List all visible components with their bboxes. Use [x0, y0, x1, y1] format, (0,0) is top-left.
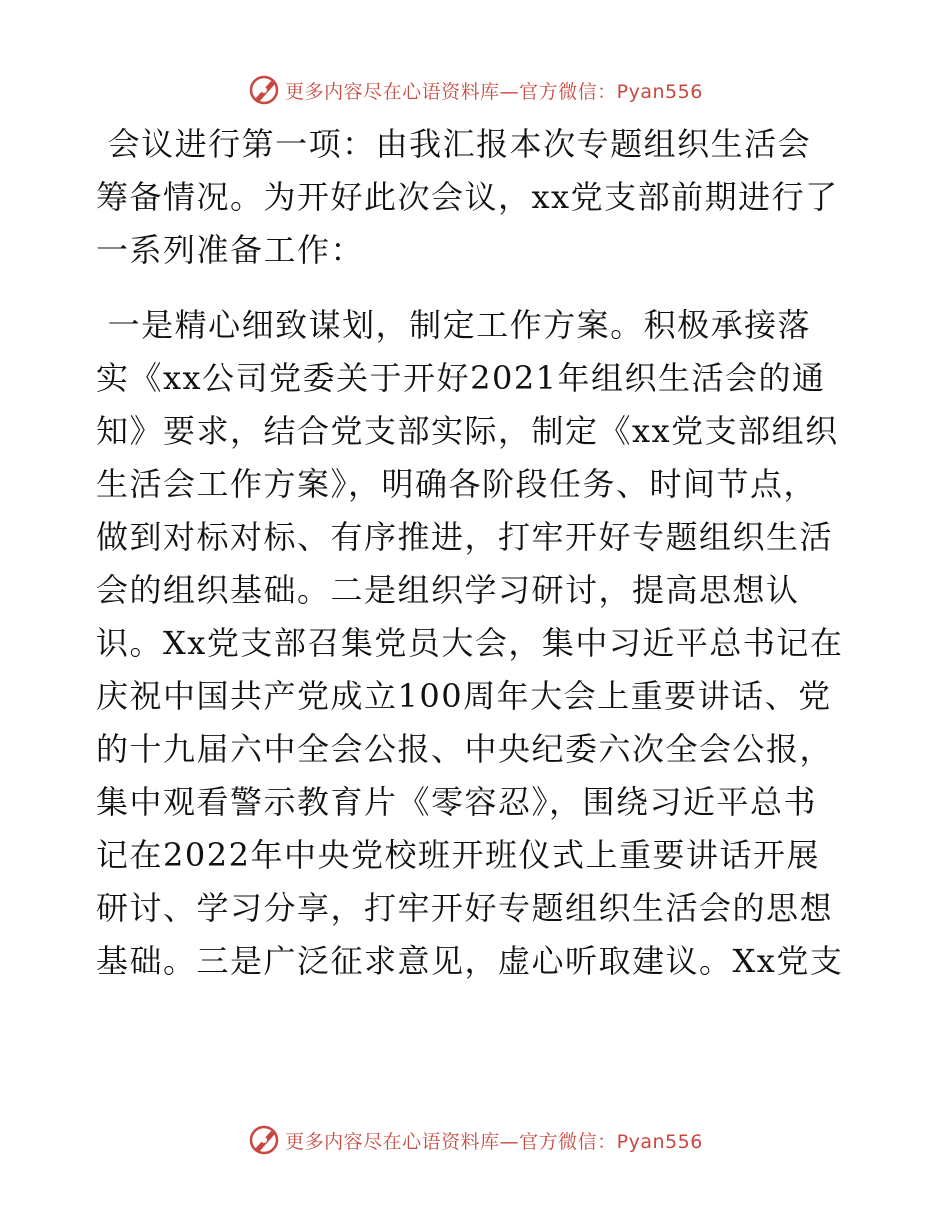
paragraph-preparation-work: [96, 299, 866, 988]
footer-watermark: [0, 1120, 950, 1160]
text-line: 知》要求，结合党支部实际，制定《xx党支部组织: [96, 412, 839, 450]
text-line: 会议进行第一项：由我汇报本次专题组织生活会: [96, 125, 812, 163]
header-watermark: [0, 70, 950, 110]
text-line: 一是精心细致谋划，制定工作方案。积极承接落: [96, 306, 812, 344]
text-line: 研讨、学习分享，打牢开好专题组织生活会的思想: [96, 889, 834, 927]
text-line: 会的组织基础。二是组织学习研讨，提高思想认: [96, 571, 800, 609]
text-line: 庆祝中国共产党成立100周年大会上重要讲话、党: [96, 677, 832, 715]
text-line: 做到对标对标、有序推进，打牢开好专题组织生活: [96, 518, 834, 556]
pen-circle-logo-icon: [247, 73, 281, 107]
text-line: 记在2022年中央党校班开班仪式上重要讲话开展: [96, 836, 820, 874]
text-line: 识。Xx党支部召集党员大会，集中习近平总书记在: [96, 624, 844, 662]
pen-circle-logo-icon: [247, 1123, 281, 1157]
document-body: [96, 118, 866, 988]
text-line: 筹备情况。为开好此次会议，xx党支部前期进行了: [96, 178, 839, 216]
watermark-text: 更多内容尽在心语资料库—官方微信：Pyan556: [285, 80, 703, 103]
watermark-text: 更多内容尽在心语资料库—官方微信：Pyan556: [285, 1130, 703, 1153]
text-line: 集中观看警示教育片《零容忍》，围绕习近平总书: [96, 783, 818, 821]
paragraph-meeting-intro: [96, 118, 866, 277]
text-line: 基础。三是广泛征求意见，虚心听取建议。Xx党支: [96, 942, 844, 980]
text-line: 的十九届六中全会公报、中央纪委六次全会公报，: [96, 730, 834, 768]
text-line: 生活会工作方案》，明确各阶段任务、时间节点，: [96, 465, 818, 503]
text-line: 实《xx公司党委关于开好2021年组织生活会的通: [96, 359, 826, 397]
text-line: 一系列准备工作：: [96, 231, 365, 269]
